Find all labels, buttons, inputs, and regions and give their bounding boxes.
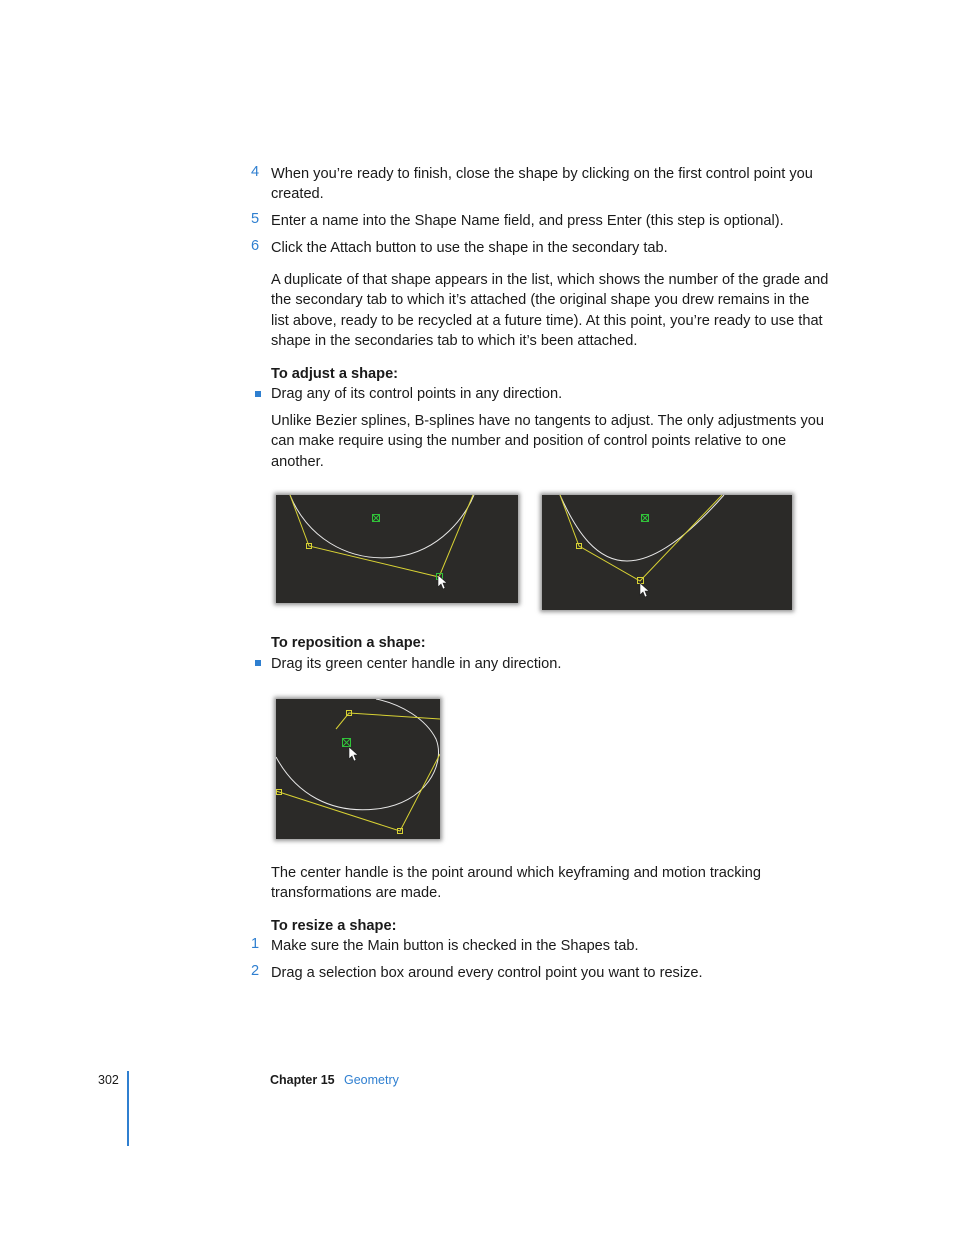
center-handle-icon [642, 515, 649, 522]
reposition-screenshot [276, 699, 440, 839]
adjust-screenshot-after [542, 495, 792, 610]
center-handle-paragraph [271, 863, 761, 904]
paragraph-line: transformations are made. [271, 885, 442, 902]
paragraph-line: The center handle is the point around which keyframing and motion tracking [271, 865, 761, 881]
bullet-icon [255, 660, 261, 666]
resize-heading: To resize a shape: [271, 918, 397, 934]
step-text-line: When you’re ready to finish, close the shape by clicking on the first control point you [271, 166, 813, 182]
step-text-line: created. [271, 186, 324, 203]
adjust-screenshot-before [276, 495, 518, 603]
mouse-cursor-icon [640, 583, 649, 597]
paragraph-line: shape in the secondaries tab to which it’s been attached. [271, 332, 638, 349]
chapter-label: Chapter 15 [270, 1073, 335, 1087]
step-number: 1 [251, 936, 260, 952]
paragraph-line: A duplicate of that shape appears in the list, which shows the number of the grade and [271, 272, 829, 288]
paragraph-line: the secondary tab to which it’s attached (the original shape you drew remains in the [271, 292, 810, 309]
paragraph-line: list above, ready to be recycled at a future time). At this point, you’re ready to use that [271, 312, 823, 329]
adjust-bullet-text: Drag any of its control points in any direction. [271, 386, 563, 402]
adjust-heading: To adjust a shape: [271, 366, 399, 382]
paragraph-line: Unlike Bezier splines, B-splines have no tangents to adjust. The only adjustments you [271, 413, 824, 429]
step-text [271, 164, 813, 205]
step-number: 6 [251, 238, 260, 254]
page-number: 302 [98, 1073, 119, 1087]
mouse-cursor-icon [349, 747, 358, 761]
adjust-paragraph [271, 411, 824, 472]
step-number: 4 [251, 164, 260, 180]
step-text: Enter a name into the Shape Name field, and press Enter (this step is optional). [271, 213, 784, 229]
bullet-icon [255, 391, 261, 397]
center-handle-icon [343, 739, 351, 747]
step-text: Drag a selection box around every control point you want to resize. [271, 965, 703, 981]
duplicate-paragraph [271, 270, 828, 351]
paragraph-line: another. [271, 453, 324, 470]
step-text: Click the Attach button to use the shape in the secondary tab. [271, 240, 668, 256]
center-handle-icon [373, 515, 380, 522]
paragraph-line: can make require using the number and position of control points relative to one [271, 433, 787, 450]
step-text: Make sure the Main button is checked in the Shapes tab. [271, 938, 639, 954]
reposition-heading: To reposition a shape: [271, 635, 426, 651]
step-number: 2 [251, 963, 260, 979]
reposition-bullet-text: Drag its green center handle in any direction. [271, 656, 562, 672]
step-number: 5 [251, 211, 260, 227]
footer-divider [127, 1071, 129, 1146]
chapter-title: Geometry [344, 1073, 399, 1087]
